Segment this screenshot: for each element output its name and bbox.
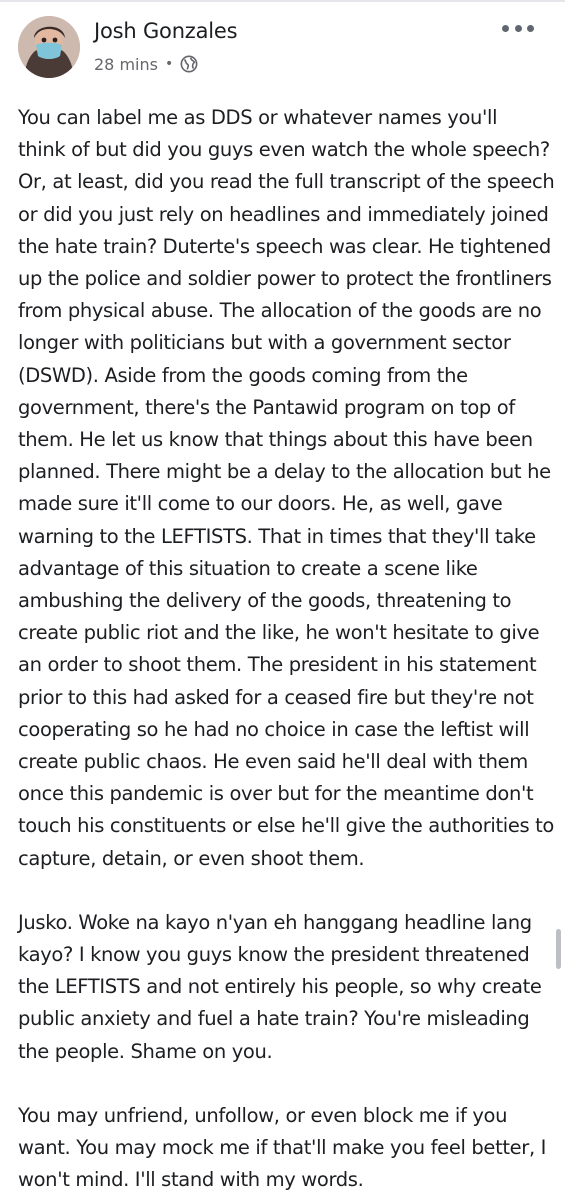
post-text-line: an order to shoot them. The president in his statement [18,653,537,677]
avatar-photo [18,16,80,78]
author-avatar[interactable] [18,16,80,78]
post-text-line: You can label me as DDS or whatever names you'll [18,106,498,129]
post-text-line: longer with politicians but with a government sector [18,331,511,355]
post-text-line: public anxiety and fuel a hate train? You're misleading [18,1007,530,1031]
post-text-line: planned. There might be a delay to the allocation but he [18,460,551,484]
post-text-line: the people. Shame on you. [18,1039,273,1063]
post-paragraph-3 [18,1100,550,1197]
post-text-line: them. He let us know that things about this have been [18,428,533,452]
post-text-line: You may unfriend, unfollow, or even block me if you [18,1103,508,1127]
post-text-line: prior to this had asked for a ceased fire but they're not [18,685,534,709]
post-text-line: create public chaos. He even said he'll deal with them [18,750,528,774]
meta-separator: • [164,56,174,72]
post-text-line: ambushing the delivery of the goods, threatening to [18,589,512,613]
more-dot [502,25,509,32]
post-text-line: think of but did you guys even watch the whole speech? [18,138,550,162]
post-text-line: won't mind. I'll stand with my words. [18,1168,364,1192]
post-text-line: cooperating so he had no choice in case the leftist will [18,717,530,741]
more-dot [527,25,534,32]
post-header [18,16,548,80]
post-meta [94,53,198,75]
post-text-line: warning to the LEFTISTS. That in times that they'll take [18,524,536,548]
post-paragraph-2 [18,907,550,1068]
post-body [18,102,555,1200]
more-dot [515,25,522,32]
post-timestamp[interactable]: 28 mins [94,54,158,74]
post-text-line: (DSWD). Aside from the goods coming from the [18,363,468,387]
author-name[interactable]: Josh Gonzales [94,19,238,43]
post-text-line: Or, at least, did you read the full transcript of the speech [18,170,555,194]
globe-icon[interactable] [180,55,198,73]
post-text-line: the hate train? Duterte's speech was clear. He tightened [18,234,551,258]
post-text-line: want. You may mock me if that'll make you feel better, I [18,1136,547,1160]
post-text-line: touch his constituents or else he'll give the authorities to [18,814,555,838]
post-text-line: the LEFTISTS and not entirely his people, so why create [18,975,542,999]
post-text-line: kayo? I know you guys know the president threatened [18,943,530,967]
post-text-line: from physical abuse. The allocation of the goods are no [18,299,542,323]
post-text-line: Jusko. Woke na kayo n'yan eh hanggang headline lang [18,910,532,934]
post-text-line: create public riot and the like, he won't hesitate to give [18,621,540,645]
post-text-line: or did you just rely on headlines and immediately joined [18,202,549,226]
post-text-line: made sure it'll come to our doors. He, as well, gave [18,492,503,516]
post-text-line: government, there's the Pantawid program on top of [18,395,515,419]
more-options-icon[interactable] [502,18,534,38]
post-text-line: up the police and soldier power to protect the frontliners [18,267,552,291]
post-paragraph-1 [18,102,555,875]
scrollbar-thumb[interactable] [556,929,561,969]
post-text-line: once this pandemic is over but for the meantime don't [18,782,534,806]
post-text-line: advantage of this situation to create a scene like [18,556,478,580]
post-text-line: capture, detain, or even shoot them. [18,846,365,870]
